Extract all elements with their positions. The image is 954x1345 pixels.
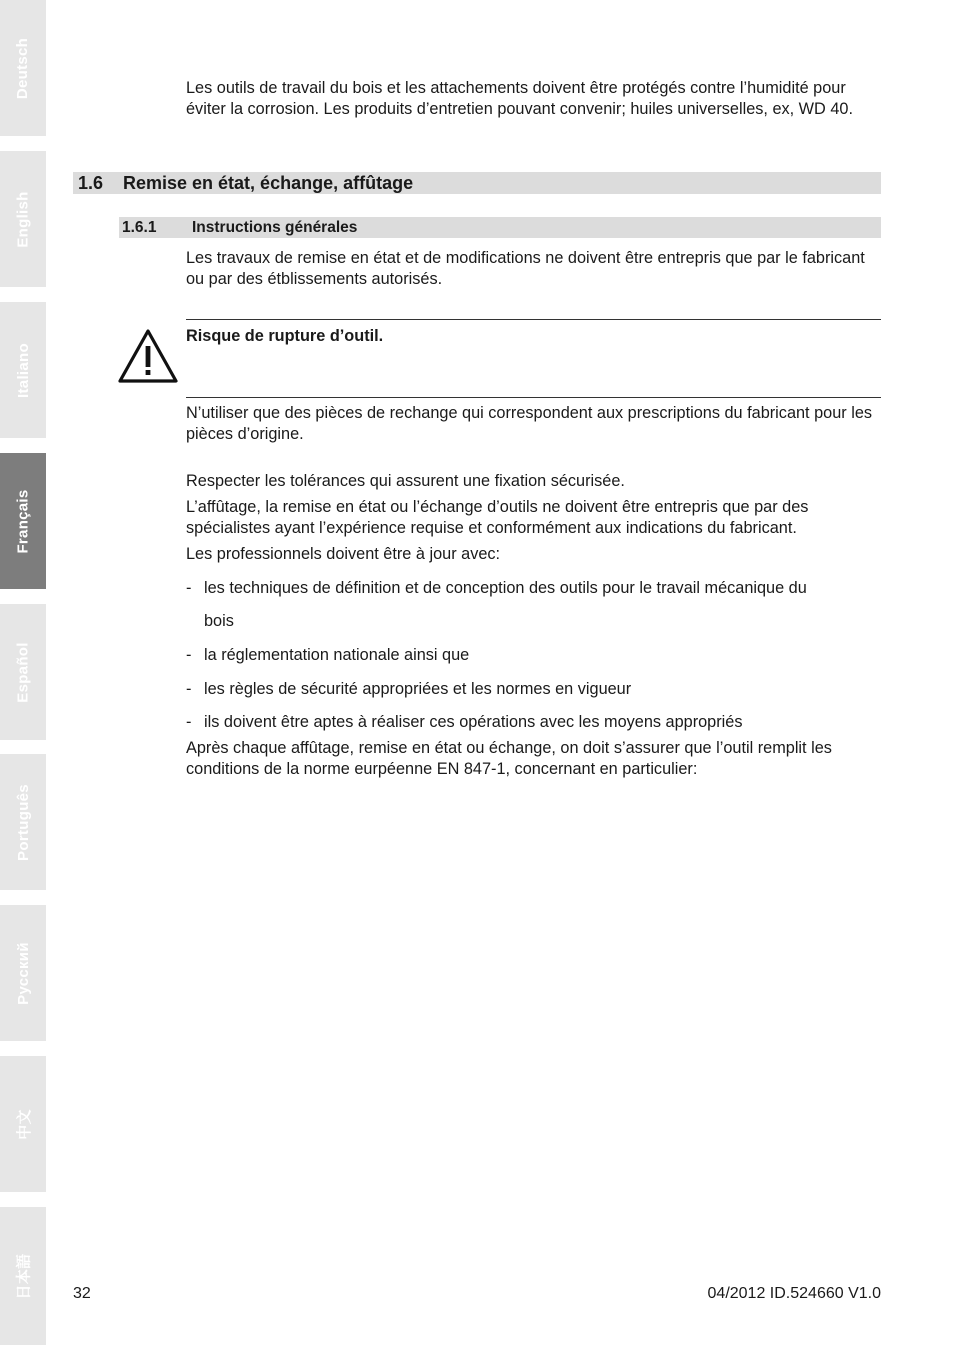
lang-tab-chinese[interactable]: [0, 1056, 46, 1192]
list-item: la réglementation nationale ainsi que: [204, 646, 470, 664]
lang-tab-label: Italiano: [14, 342, 32, 398]
lang-tab-label: 日本語: [15, 1253, 33, 1299]
list-bullet: -: [186, 680, 192, 698]
lang-tab-label: Português: [14, 783, 32, 861]
warning-top-rule: [186, 319, 881, 320]
lang-tab-label: 中文: [15, 1108, 33, 1140]
lang-tab-label: Русский: [14, 941, 32, 1005]
list-item: ils doivent être aptes à réaliser ces opérations avec les moyens appropriés: [204, 713, 743, 731]
lang-tab-english[interactable]: [0, 151, 46, 287]
general-instructions-text: Les travaux de remise en état et de modifications ne doivent être entrepris que par le fabricant ou par des étblissements autorisés.: [186, 249, 865, 288]
paragraph-specialists: L’affûtage, la remise en état ou l’échange d’outils ne doivent être entrepris que par des spécialistes ayant l’expérience requise et conformément aux indications du fabricant.: [186, 498, 809, 537]
lang-tab-francais[interactable]: [0, 453, 46, 589]
list-item-continuation: bois: [204, 612, 234, 630]
paragraph-after-sharpening: Après chaque affûtage, remise en état ou échange, on doit s’assurer que l’outil remplit les conditions de la norme eurpéenne EN 847-1, concernant en particulier:: [186, 739, 832, 778]
lang-tab-espanol[interactable]: [0, 604, 46, 740]
paragraph-spare-parts: N’utiliser que des pièces de rechange qui correspondent aux prescriptions du fabricant pour les pièces d’origine.: [186, 404, 873, 443]
intro-paragraph: Les outils de travail du bois et les attachements doivent être protégés contre l’humidité pour éviter la corrosion. Les produits d’entretien pouvant convenir; huiles universelles, ex, WD 40.: [186, 79, 853, 118]
paragraph-tolerances: Respecter les tolérances qui assurent une fixation sécurisée.: [186, 472, 625, 490]
language-tabs: [0, 0, 46, 1345]
list-bullet: -: [186, 713, 192, 731]
lang-tab-russian[interactable]: [0, 905, 46, 1041]
list-bullet: -: [186, 579, 192, 597]
subsection-title: Instructions générales: [192, 219, 358, 236]
lang-tab-portugues[interactable]: [0, 754, 46, 890]
lang-tab-label: Deutsch: [14, 37, 32, 99]
lang-tab-label: Français: [14, 488, 32, 554]
list-item: les règles de sécurité appropriées et les normes en vigueur: [204, 680, 632, 698]
section-number: 1.6: [78, 173, 104, 193]
list-bullet: -: [186, 646, 192, 664]
warning-title: Risque de rupture d’outil.: [186, 327, 384, 345]
warning-triangle-icon: [117, 328, 179, 384]
lang-tab-deutsch[interactable]: [0, 0, 46, 136]
lang-tab-japanese[interactable]: [0, 1207, 46, 1345]
list-item: les techniques de définition et de conception des outils pour le travail mécanique du: [204, 579, 807, 597]
lang-tab-label: Español: [14, 641, 32, 703]
lang-tab-italiano[interactable]: [0, 302, 46, 438]
lang-tab-label: English: [14, 190, 32, 248]
warning-bottom-rule: [186, 397, 881, 398]
paragraph-professionals: Les professionnels doivent être à jour avec:: [186, 545, 501, 563]
section-title: Remise en état, échange, affûtage: [123, 173, 414, 193]
subsection-number: 1.6.1: [122, 219, 157, 236]
document-id: 04/2012 ID.524660 V1.0: [707, 1285, 881, 1302]
page-number: 32: [73, 1285, 91, 1302]
